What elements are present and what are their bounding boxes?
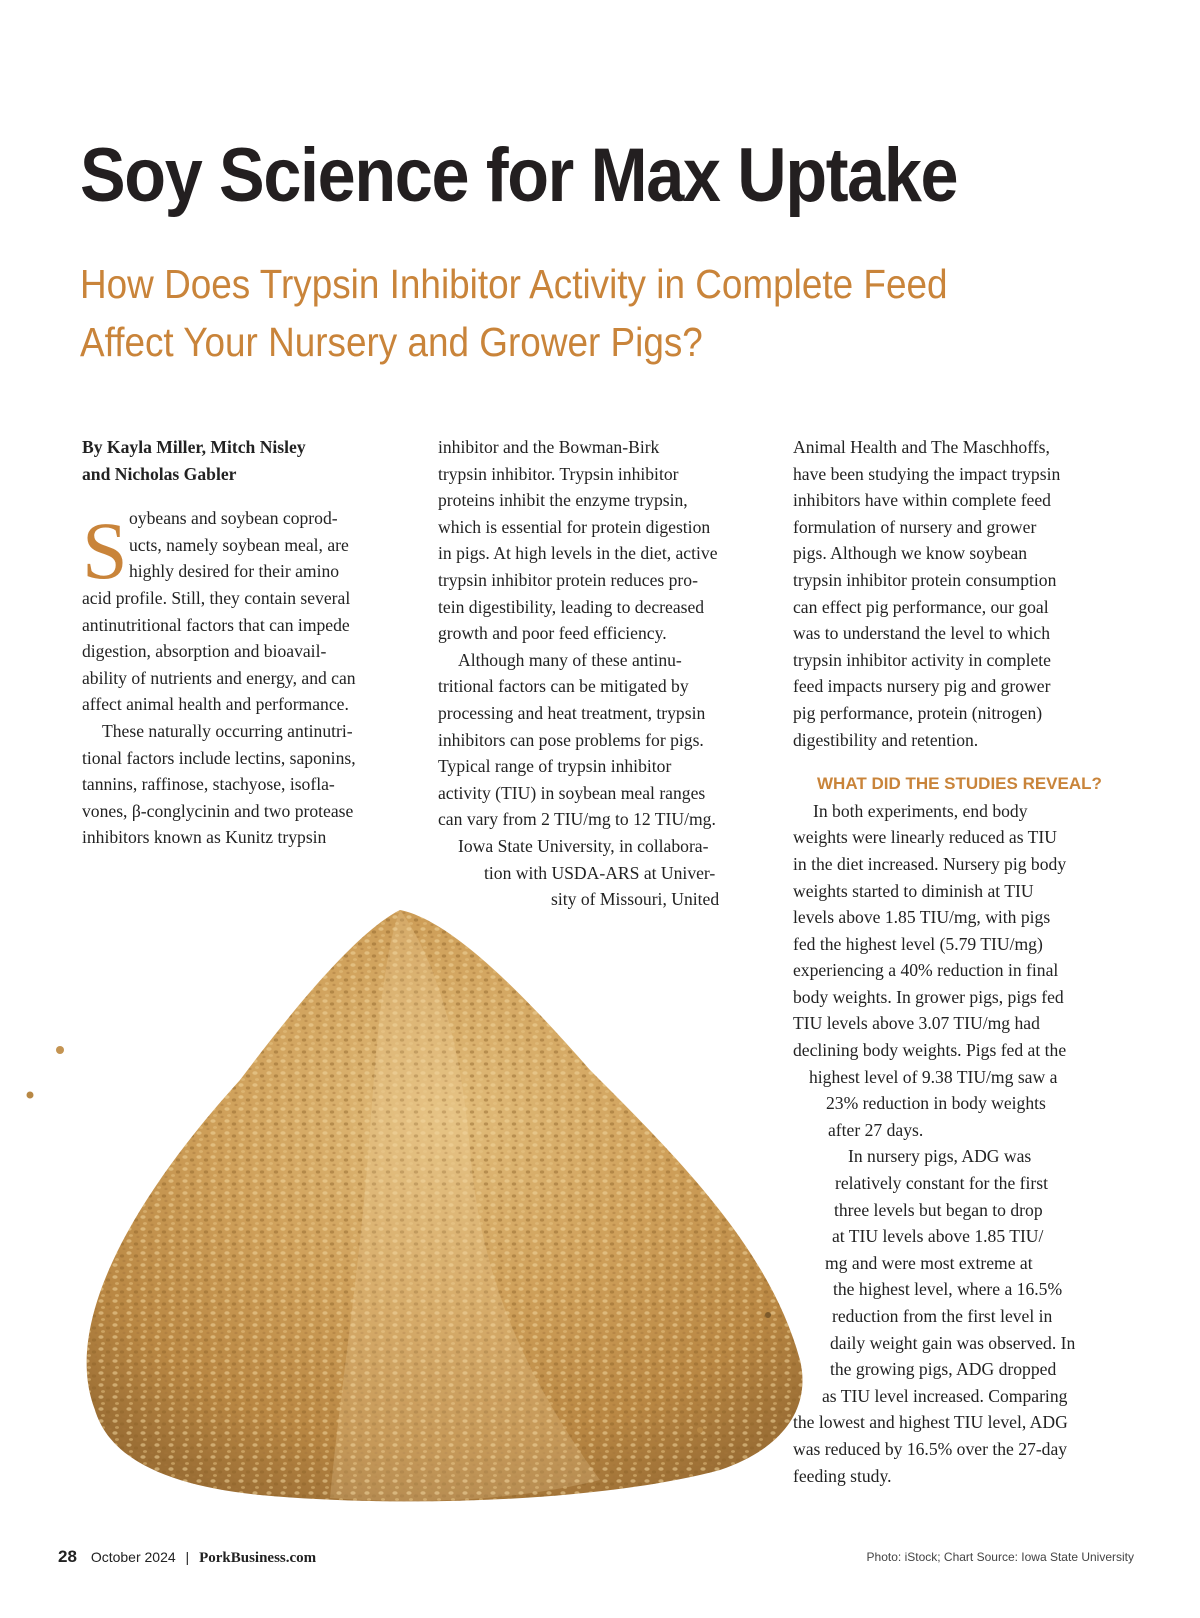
- body-line: inhibitor and the Bowman-Birk: [438, 437, 660, 457]
- body-line: digestibility and retention.: [793, 729, 979, 750]
- byline: [82, 434, 412, 487]
- body-line: in pigs. At high levels in the diet, active: [438, 543, 718, 564]
- body-line: highest level of 9.38 TIU/mg saw a: [809, 1066, 1058, 1087]
- body-line: These naturally occurring antinutri-: [102, 720, 353, 741]
- body-line: pig performance, protein (nitrogen): [793, 702, 1043, 723]
- subtitle-line: How Does Trypsin Inhibitor Activity in Complete Feed: [80, 261, 948, 307]
- body-line: the lowest and highest TIU level, ADG: [793, 1412, 1068, 1433]
- body-line: digestion, absorption and bioavail-: [82, 641, 327, 662]
- body-line: TIU levels above 3.07 TIU/mg had: [793, 1013, 1040, 1034]
- body-line: tannins, raffinose, stachyose, isofla-: [82, 774, 335, 795]
- body-line: tein digestibility, leading to decreased: [438, 596, 705, 617]
- body-line: the highest level, where a 16.5%: [833, 1279, 1063, 1300]
- body-line: have been studying the impact trypsin: [793, 463, 1061, 484]
- body-line: pigs. Although we know soybean: [793, 543, 1028, 564]
- issue-date: October 2024: [90, 1549, 176, 1565]
- body-line: acid profile. Still, they contain several: [82, 587, 351, 608]
- body-line: proteins inhibit the enzyme trypsin,: [438, 490, 688, 511]
- body-line: fed the highest level (5.79 TIU/mg): [793, 933, 1043, 954]
- soybean-meal-photo: [0, 890, 830, 1510]
- page-footer: [58, 1547, 316, 1567]
- publication-name: PorkBusiness.com: [199, 1550, 317, 1566]
- footer-separator: |: [185, 1549, 190, 1565]
- body-line: sity of Missouri, United: [551, 889, 720, 910]
- body-line: affect animal health and performance.: [82, 694, 349, 715]
- body-line: was reduced by 16.5% over the 27-day: [793, 1438, 1068, 1459]
- body-line: oybeans and soybean coprod-: [129, 508, 338, 529]
- body-line: trypsin inhibitor protein reduces pro-: [438, 569, 698, 590]
- body-line: Typical range of trypsin inhibitor: [438, 756, 672, 777]
- body-line: weights were linearly reduced as TIU: [793, 827, 1057, 848]
- body-line: highly desired for their amino: [129, 561, 340, 582]
- article-subtitle: [80, 255, 1088, 371]
- drop-cap: S: [82, 505, 128, 596]
- byline-line: By Kayla Miller, Mitch Nisley: [82, 437, 306, 457]
- body-line: Although many of these antinu-: [458, 649, 682, 670]
- body-line: relatively constant for the first: [835, 1173, 1049, 1194]
- body-line: Animal Health and The Maschhoffs,: [793, 437, 1050, 457]
- body-line: activity (TIU) in soybean meal ranges: [438, 782, 706, 803]
- body-line: in the diet increased. Nursery pig body: [793, 853, 1067, 874]
- body-line: tritional factors can be mitigated by: [438, 676, 689, 697]
- body-line: which is essential for protein digestion: [438, 516, 711, 537]
- body-line: inhibitors have within complete feed: [793, 490, 1051, 511]
- byline-line: and Nicholas Gabler: [82, 463, 237, 484]
- body-line: feeding study.: [793, 1465, 892, 1486]
- body-line: declining body weights. Pigs fed at the: [793, 1040, 1067, 1061]
- body-line: three levels but began to drop: [834, 1199, 1043, 1220]
- body-line: feed impacts nursery pig and grower: [793, 676, 1051, 697]
- body-line: ucts, namely soybean meal, are: [129, 534, 349, 555]
- body-line: Iowa State University, in collabora-: [458, 835, 709, 856]
- body-line: reduction from the first level in: [832, 1306, 1053, 1326]
- body-line: daily weight gain was observed. In: [830, 1332, 1076, 1353]
- body-line: can effect pig performance, our goal: [793, 596, 1049, 617]
- body-line: inhibitors can pose problems for pigs.: [438, 729, 704, 750]
- body-line: body weights. In grower pigs, pigs fed: [793, 986, 1064, 1007]
- body-line: mg and were most extreme at: [825, 1252, 1033, 1273]
- body-line: trypsin inhibitor. Trypsin inhibitor: [438, 463, 679, 484]
- section-heading: WHAT DID THE STUDIES REVEAL?: [817, 774, 1102, 794]
- body-line: trypsin inhibitor activity in complete: [793, 649, 1051, 670]
- body-line: processing and heat treatment, trypsin: [438, 702, 706, 723]
- body-line: 23% reduction in body weights: [826, 1093, 1046, 1114]
- subtitle-line: Affect Your Nursery and Grower Pigs?: [80, 319, 703, 365]
- body-line: after 27 days.: [828, 1119, 924, 1140]
- article-title: Soy Science for Max Uptake: [80, 133, 958, 218]
- body-line: was to understand the level to which: [793, 623, 1050, 644]
- body-line: tional factors include lectins, saponins,: [82, 747, 356, 768]
- article-column-1: [82, 434, 412, 851]
- body-line: growth and poor feed efficiency.: [438, 623, 667, 644]
- body-line: In nursery pigs, ADG was: [848, 1146, 1032, 1167]
- body-line: levels above 1.85 TIU/mg, with pigs: [793, 907, 1051, 928]
- body-line: vones, β-conglycinin and two protease: [82, 800, 354, 821]
- body-line: tion with USDA-ARS at Univer-: [484, 862, 716, 883]
- body-line: inhibitors known as Kunitz trypsin: [82, 827, 327, 848]
- body-line: as TIU level increased. Comparing: [822, 1385, 1068, 1406]
- body-line: weights started to diminish at TIU: [793, 880, 1034, 901]
- body-line: the growing pigs, ADG dropped: [830, 1359, 1057, 1380]
- article-column-3: [793, 434, 1133, 1489]
- body-line: experiencing a 40% reduction in final: [793, 960, 1059, 981]
- page-number: 28: [58, 1547, 77, 1566]
- body-line: trypsin inhibitor protein consumption: [793, 569, 1057, 590]
- body-line: formulation of nursery and grower: [793, 516, 1037, 537]
- body-line: can vary from 2 TIU/mg to 12 TIU/mg.: [438, 809, 716, 830]
- photo-credit: Photo: iStock; Chart Source: Iowa State University: [866, 1550, 1134, 1564]
- article-column-2: [438, 434, 768, 913]
- body-line: antinutritional factors that can impede: [82, 614, 350, 635]
- body-line: at TIU levels above 1.85 TIU/: [832, 1226, 1044, 1247]
- body-line: ability of nutrients and energy, and can: [82, 667, 356, 688]
- body-line: In both experiments, end body: [813, 800, 1028, 821]
